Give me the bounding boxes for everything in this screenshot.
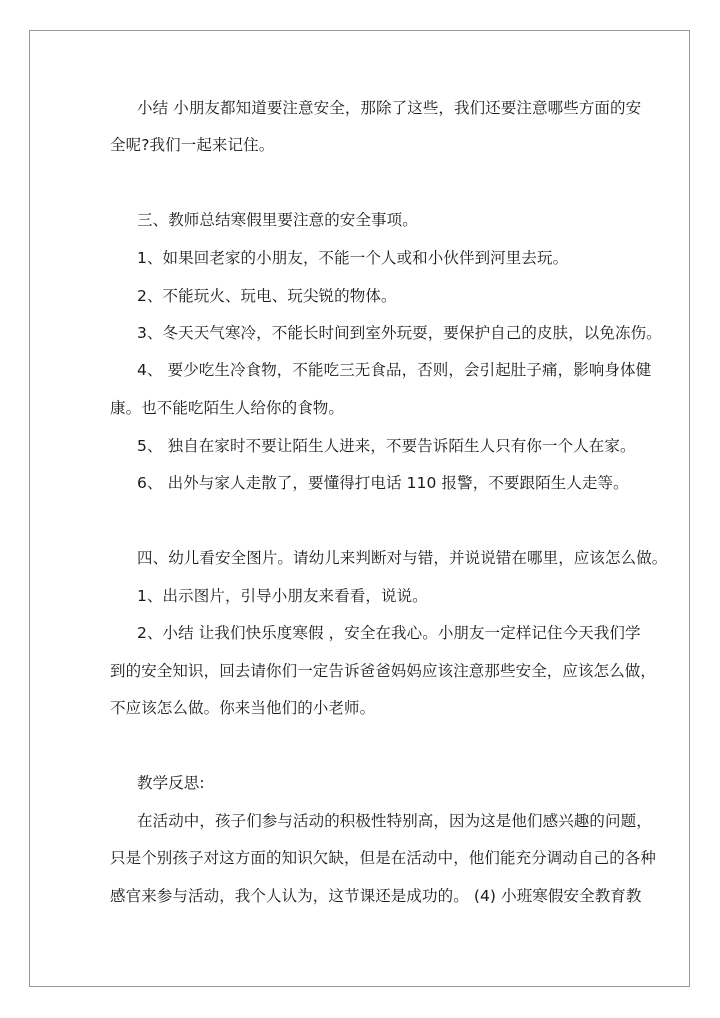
paragraph-line: 感官来参与活动，我个人认为，这节课还是成功的。 (4) 小班寒假安全教育教 [110,887,642,905]
list-item: 6、 出外与家人走散了，要懂得打电话 110 报警，不要跟陌生人走等。 [137,474,629,492]
paragraph-line: 只是个别孩子对这方面的知识欠缺，但是在活动中，他们能充分调动自己的各种 [110,849,657,867]
section-heading: 三、教师总结寒假里要注意的安全事项。 [137,211,418,229]
text-line: 小结 小朋友都知道要注意安全，那除了这些，我们还要注意哪些方面的安 [137,99,642,117]
section-heading: 四、幼儿看安全图片。请幼儿来判断对与错，并说说错在哪里，应该怎么做。 [137,549,668,567]
list-item: 4、 要少吃生冷食物，不能吃三无食品，否则，会引起肚子痛，影响身体健 [137,361,652,379]
list-item-continuation: 康。也不能吃陌生人给你的食物。 [110,399,345,417]
section-heading: 教学反思: [137,774,205,792]
paragraph-line: 在活动中，孩子们参与活动的积极性特别高，因为这是他们感兴趣的问题， [137,812,652,830]
list-item: 5、 独自在家时不要让陌生人进来，不要告诉陌生人只有你一个人在家。 [137,437,636,455]
list-item-continuation: 不应该怎么做。你来当他们的小老师。 [110,699,376,717]
list-item: 2、不能玩火、玩电、玩尖锐的物体。 [137,287,397,305]
list-item: 1、如果回老家的小朋友，不能一个人或和小伙伴到河里去玩。 [137,249,569,267]
list-item: 3、冬天天气寒冷，不能长时间到室外玩耍，要保护自己的皮肤，以免冻伤。 [137,324,662,342]
list-item-continuation: 到的安全知识，回去请你们一定告诉爸爸妈妈应该注意那些安全，应该怎么做， [110,662,657,680]
list-item: 2、小结 让我们快乐度寒假 ，安全在我心。小朋友一定样记住今天我们学 [137,624,641,642]
page-border [29,30,690,987]
text-line: 全呢?我们一起来记住。 [110,136,275,154]
list-item: 1、出示图片，引导小朋友来看看，说说。 [137,587,428,605]
